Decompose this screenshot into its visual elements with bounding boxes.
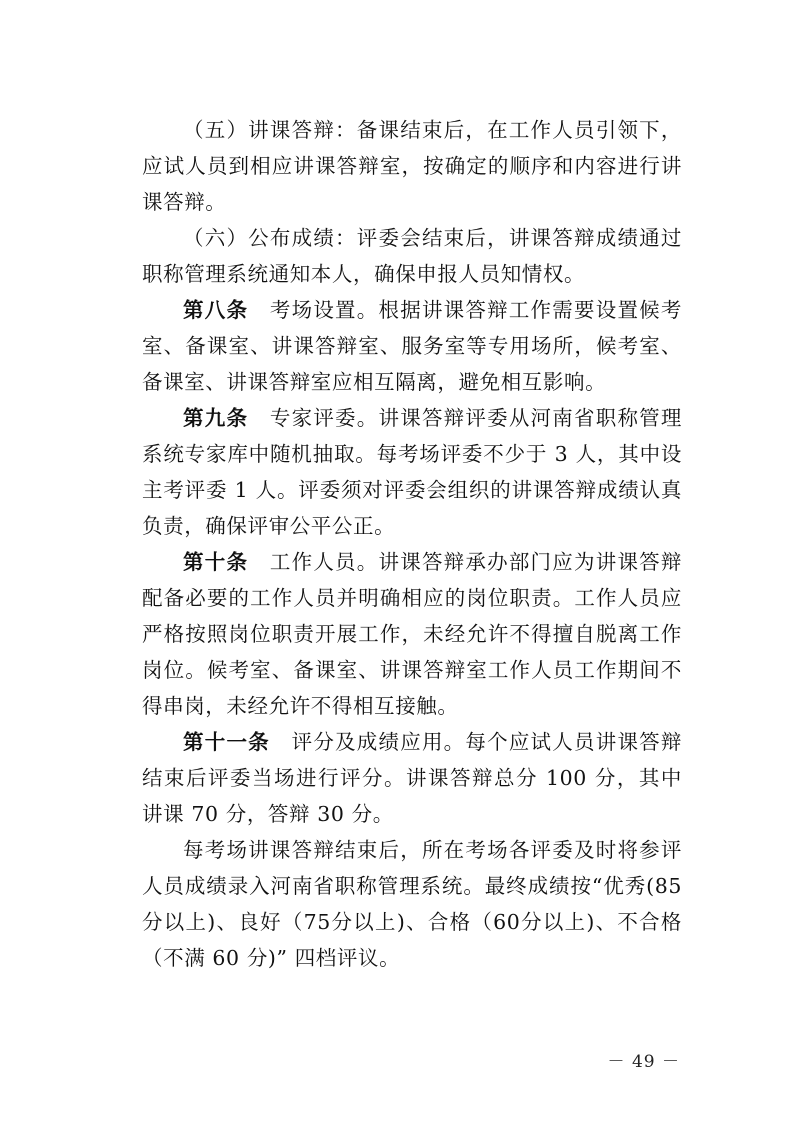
paragraph-1 [142,112,682,220]
page-number: － 49 － [607,1052,680,1072]
paragraph-text: （五）讲课答辩：备课结束后，在工作人员引领下，应试人员到相应讲课答辩室，按确定的顺序和内容进行讲课答辩。 [142,118,682,214]
paragraph-article-10 [142,544,682,724]
paragraph-2 [142,220,682,292]
paragraph-7 [142,832,682,976]
paragraph-text: 每考场讲课答辩结束后，所在考场各评委及时将参评人员成绩录入河南省职称管理系统。最终成绩按“优秀(85分以上)、良好（75分以上)、合格（60分以上)、不合格（不满 60 分)” 四档评议。 [142,838,682,970]
paragraph-text: 工作人员。讲课答辩承办部门应为讲课答辩配备必要的工作人员并明确相应的岗位职责。工作人员应严格按照岗位职责开展工作，未经允许不得擅自脱离工作岗位。候考室、备课室、讲课答辩室工作人员工作期间不得串岗，未经允许不得相互接触。 [142,550,682,718]
paragraph-article-8 [142,292,682,400]
article-heading: 第八条 [183,298,249,322]
paragraph-article-11 [142,724,682,832]
article-heading: 第十条 [183,550,249,574]
paragraph-text: 考场设置。根据讲课答辩工作需要设置候考室、备课室、讲课答辩室、服务室等专用场所，候考室、备课室、讲课答辩室应相互隔离，避免相互影响。 [142,298,682,394]
article-heading: 第十一条 [183,730,270,754]
document-body [142,112,682,976]
paragraph-text: （六）公布成绩：评委会结束后，讲课答辩成绩通过职称管理系统通知本人，确保申报人员知情权。 [142,226,682,286]
paragraph-text: 评分及成绩应用。每个应试人员讲课答辩结束后评委当场进行评分。讲课答辩总分 100 分，其中讲课 70 分，答辩 30 分。 [142,730,682,826]
paragraph-article-9 [142,400,682,544]
paragraph-text: 专家评委。讲课答辩评委从河南省职称管理系统专家库中随机抽取。每考场评委不少于 3 人，其中设主考评委 1 人。评委须对评委会组织的讲课答辩成绩认真负责，确保评审公平公正。 [142,406,682,538]
article-heading: 第九条 [183,406,249,430]
